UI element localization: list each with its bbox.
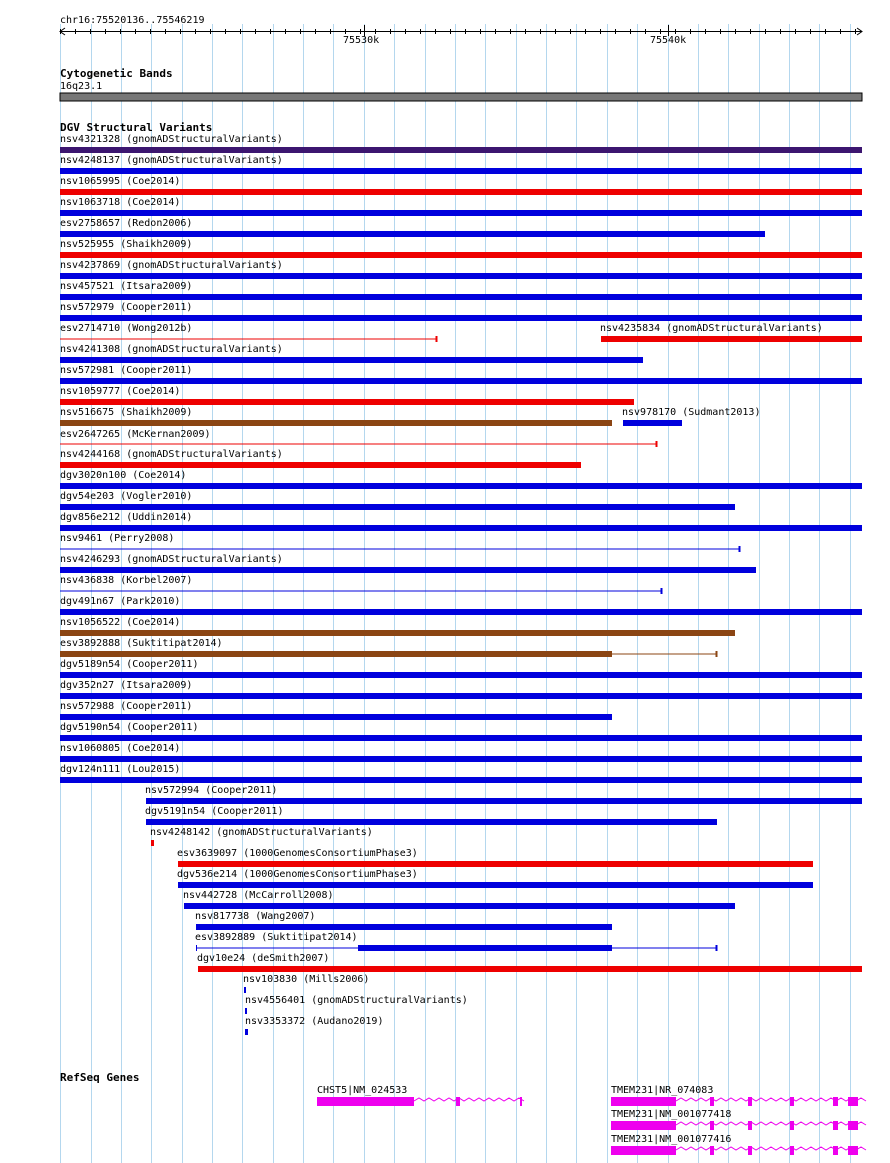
exon-block: [710, 1097, 714, 1106]
variant-label[interactable]: nsv572981 (Cooper2011): [60, 365, 193, 376]
variant-label[interactable]: nsv4246293 (gnomADStructuralVariants): [60, 554, 283, 565]
variant-bar: [245, 1008, 247, 1014]
variant-label[interactable]: nsv4241308 (gnomADStructuralVariants): [60, 344, 283, 355]
variant-label[interactable]: nsv103830 (Mills2006): [243, 974, 370, 985]
variant-bar: [60, 378, 862, 384]
exon-block: [790, 1121, 794, 1130]
exon-block: [833, 1121, 838, 1130]
variant-bar: [60, 567, 756, 573]
variant-bar: [60, 399, 634, 405]
variant-label[interactable]: esv2758657 (Redon2006): [60, 218, 193, 229]
variant-bar: [60, 504, 735, 510]
variant-label[interactable]: nsv1056522 (Coe2014): [60, 617, 181, 628]
variant-bar: [184, 903, 735, 909]
variant-bar: [60, 714, 612, 720]
variant-bar: [60, 294, 862, 300]
variant-label[interactable]: esv2647265 (McKernan2009): [60, 429, 211, 440]
variant-label[interactable]: nsv4248142 (gnomADStructuralVariants): [150, 827, 373, 838]
exon-block: [611, 1121, 676, 1130]
variant-label[interactable]: nsv4321328 (gnomADStructuralVariants): [60, 134, 283, 145]
variant-label[interactable]: nsv4556401 (gnomADStructuralVariants): [245, 995, 468, 1006]
variant-bar: [151, 840, 154, 846]
variant-label[interactable]: dgv5191n54 (Cooper2011): [145, 806, 284, 817]
exon-block: [748, 1097, 752, 1106]
variant-label[interactable]: nsv1063718 (Coe2014): [60, 197, 181, 208]
exon-block: [833, 1146, 838, 1155]
variant-bar: [60, 189, 862, 195]
variant-bar: [60, 525, 862, 531]
variant-bar: [60, 756, 862, 762]
variant-bar: [198, 966, 862, 972]
variant-label[interactable]: nsv442728 (McCarroll2008): [183, 890, 334, 901]
exon-block: [611, 1146, 676, 1155]
gene-label: TMEM231|NM_001077418: [611, 1109, 732, 1120]
variant-label[interactable]: nsv436838 (Korbel2007): [60, 575, 193, 586]
variant-bar: [60, 420, 612, 426]
variant-bar: [60, 273, 862, 279]
tick-label-75540k: 75540k: [650, 35, 687, 46]
variant-label[interactable]: nsv1065995 (Coe2014): [60, 176, 181, 187]
dgv-track-title[interactable]: DGV Structural Variants: [60, 121, 213, 134]
intron-line: [414, 1098, 524, 1101]
variant-label[interactable]: nsv4244168 (gnomADStructuralVariants): [60, 449, 283, 460]
exon-block: [748, 1146, 752, 1155]
variant-bar: [601, 336, 862, 342]
variant-label[interactable]: nsv572979 (Cooper2011): [60, 302, 193, 313]
variant-label[interactable]: nsv1059777 (Coe2014): [60, 386, 181, 397]
variant-label[interactable]: dgv3020n100 (Coe2014): [60, 470, 187, 481]
variant-label[interactable]: nsv978170 (Sudmant2013): [622, 407, 761, 418]
cytoband-label: 16q23.1: [60, 81, 103, 92]
exon-block: [520, 1097, 522, 1106]
variant-label[interactable]: nsv572994 (Cooper2011): [145, 785, 278, 796]
variant-label[interactable]: nsv1060805 (Coe2014): [60, 743, 181, 754]
cytoband-track-title[interactable]: Cytogenetic Bands: [60, 67, 173, 80]
exon-block: [456, 1097, 460, 1106]
gene-label: TMEM231|NM_001077416: [611, 1134, 732, 1145]
variant-label[interactable]: esv3892888 (Suktitipat2014): [60, 638, 223, 649]
variant-bar: [60, 483, 862, 489]
variant-label[interactable]: nsv3353372 (Audano2019): [245, 1016, 384, 1027]
tick-label-75530k: 75530k: [343, 35, 380, 46]
variant-bar: [60, 651, 612, 657]
variant-label[interactable]: nsv457521 (Itsara2009): [60, 281, 193, 292]
variant-label[interactable]: nsv4248137 (gnomADStructuralVariants): [60, 155, 283, 166]
variant-bar: [244, 987, 246, 993]
variant-label[interactable]: nsv4235834 (gnomADStructuralVariants): [600, 323, 823, 334]
variant-label[interactable]: nsv525955 (Shaikh2009): [60, 239, 193, 250]
variant-label[interactable]: dgv491n67 (Park2010): [60, 596, 181, 607]
exon-block: [710, 1146, 714, 1155]
exon-block: [317, 1097, 414, 1106]
variant-bar: [60, 735, 862, 741]
exon-block: [790, 1146, 794, 1155]
variant-bar: [146, 819, 717, 825]
variant-bar: [358, 945, 612, 951]
variant-bar: [60, 210, 862, 216]
variant-bar: [60, 672, 862, 678]
variant-label[interactable]: dgv856e212 (Uddin2014): [60, 512, 193, 523]
variant-bar: [60, 693, 862, 699]
variant-label[interactable]: nsv9461 (Perry2008): [60, 533, 175, 544]
variant-label[interactable]: esv2714710 (Wong2012b): [60, 323, 193, 334]
variant-label[interactable]: nsv817738 (Wang2007): [195, 911, 316, 922]
variant-label[interactable]: dgv536e214 (1000GenomesConsortiumPhase3): [177, 869, 418, 880]
exon-block: [611, 1097, 676, 1106]
exon-block: [848, 1097, 858, 1106]
variant-label[interactable]: dgv54e203 (Vogler2010): [60, 491, 193, 502]
variant-label[interactable]: nsv572988 (Cooper2011): [60, 701, 193, 712]
variant-label[interactable]: dgv10e24 (deSmith2007): [197, 953, 330, 964]
variant-bar: [245, 1029, 248, 1035]
gene-label: CHST5|NM_024533: [317, 1085, 408, 1096]
variant-label[interactable]: dgv5190n54 (Cooper2011): [60, 722, 199, 733]
exon-block: [833, 1097, 838, 1106]
variant-label[interactable]: dgv5189n54 (Cooper2011): [60, 659, 199, 670]
variant-bar: [60, 168, 862, 174]
variant-label[interactable]: nsv4237869 (gnomADStructuralVariants): [60, 260, 283, 271]
gene-label: TMEM231|NR_074083: [611, 1085, 714, 1096]
variant-bar: [146, 798, 862, 804]
variant-bar: [60, 462, 581, 468]
exon-block: [848, 1146, 858, 1155]
cytoband-bar: [60, 93, 862, 101]
variant-bar: [178, 861, 813, 867]
exon-block: [790, 1097, 794, 1106]
variant-bar: [60, 231, 765, 237]
exon-block: [848, 1121, 858, 1130]
variant-bar: [60, 147, 862, 153]
variant-bar: [60, 630, 735, 636]
variant-label[interactable]: nsv516675 (Shaikh2009): [60, 407, 193, 418]
exon-block: [748, 1121, 752, 1130]
variant-bar: [60, 315, 862, 321]
variant-bar: [178, 882, 813, 888]
variant-bar: [60, 609, 862, 615]
refseq-track-title[interactable]: RefSeq Genes: [60, 1071, 140, 1084]
exon-block: [710, 1121, 714, 1130]
variant-bar: [60, 252, 862, 258]
variant-bar: [623, 420, 682, 426]
variant-bar: [60, 357, 643, 363]
variant-bar: [60, 777, 862, 783]
variant-bar: [196, 924, 612, 930]
variant-label[interactable]: esv3639097 (1000GenomesConsortiumPhase3): [177, 848, 418, 859]
variant-label[interactable]: dgv352n27 (Itsara2009): [60, 680, 193, 691]
locus-label: chr16:75520136..75546219: [60, 15, 205, 26]
variant-label[interactable]: dgv124n111 (Lou2015): [60, 764, 181, 775]
variant-label[interactable]: esv3892889 (Suktitipat2014): [195, 932, 358, 943]
